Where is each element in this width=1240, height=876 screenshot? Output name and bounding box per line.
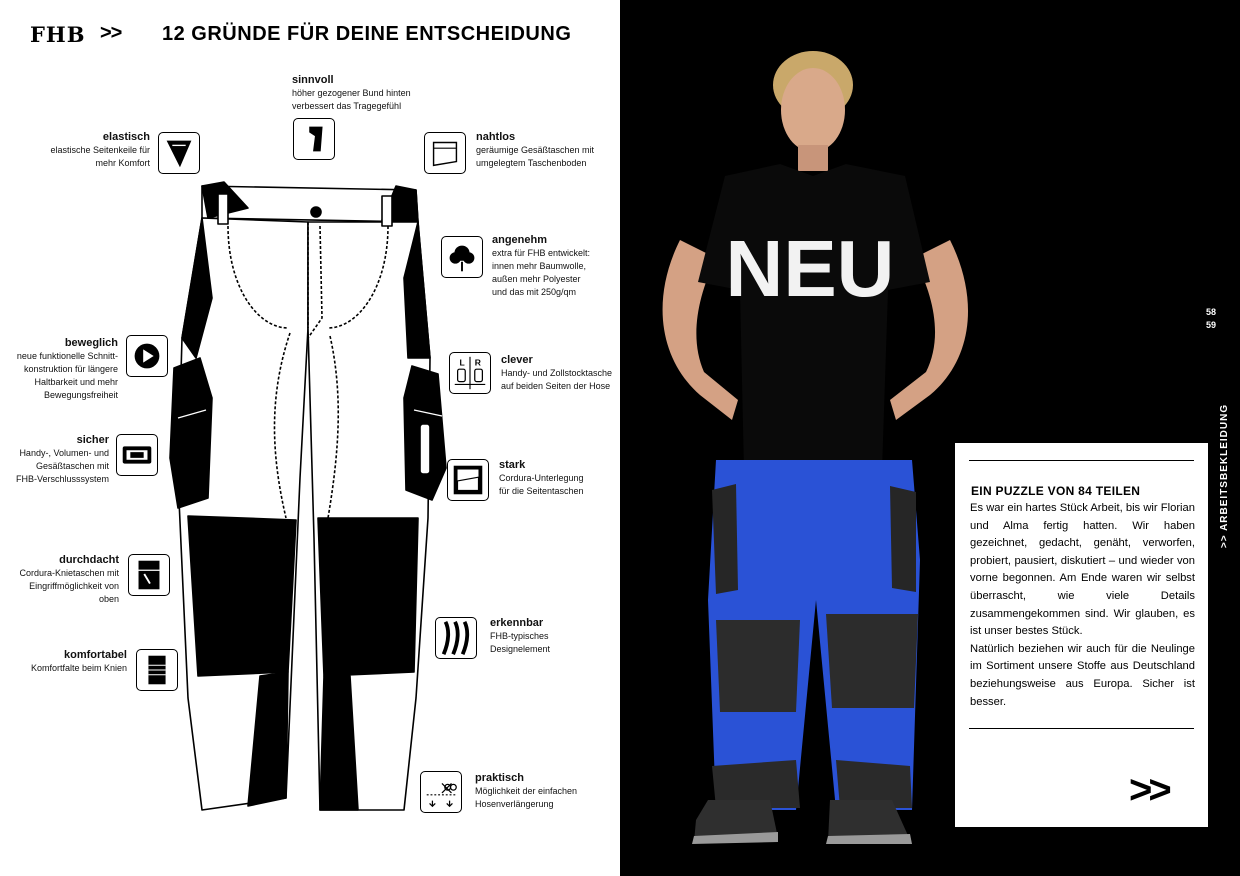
info-paragraph-1: Es war ein hartes Stück Arbeit, bis wir Florian und Alma fertig hatten. Wir haben gezeichnet, gedacht, genäht, verworfen, probiert, pausiert, diskutiert – und wieder von vorne begonnen. Am Ende waren wir selbst überrascht, wie viele Details zusammengekommen sind. Wir glauben, es ist unser bestes Stück. <box>970 502 1195 638</box>
trousers-illustration <box>168 178 448 820</box>
feature-nahtlos: nahtlos geräumige Gesäßtaschen mit umgelegtem Taschenboden <box>476 131 595 168</box>
feature-title: sinnvoll <box>292 74 334 86</box>
feature-sinnvoll: sinnvoll höher gezogener Bund hinten verbessert das Tragegefühl <box>292 74 411 111</box>
feature-praktisch: praktisch Möglichkeit der einfachen Hosenverlängerung <box>475 772 578 809</box>
knee-pocket-icon <box>128 554 170 596</box>
info-paragraph-2: Natürlich beziehen wir auch für die Neulinge im Sortiment unsere Stoffe aus Deutschland beziehungsweise aus Europa. Sicher ist besser. <box>970 642 1195 708</box>
seamless-pocket-icon <box>424 132 466 174</box>
feature-elastisch: elastisch elastische Seitenkeile für mehr Komfort <box>50 131 150 168</box>
waistband-icon <box>293 118 335 160</box>
feature-komfortabel: komfortabel Komfortfalte beim Knien <box>30 649 127 673</box>
feature-beweglich: beweglich neue funktionelle Schnitt- konstruktion für längere Haltbarkeit und mehr Bewegungsfreiheit <box>16 337 118 400</box>
divider-top <box>969 460 1194 461</box>
comfort-fold-icon <box>136 649 178 691</box>
scissors-icon <box>420 771 462 813</box>
feature-stark: stark Cordura-Unterlegung für die Seitentaschen <box>499 459 584 496</box>
info-heading: EIN PUZZLE VON 84 TEILEN <box>971 484 1141 498</box>
shirt-text: NEU <box>725 224 895 313</box>
page-title: 12 GRÜNDE FÜR DEINE ENTSCHEIDUNG <box>162 23 572 45</box>
left-label: L <box>459 357 465 368</box>
cordura-icon <box>447 459 489 501</box>
header-chevrons: >> <box>100 22 122 44</box>
feature-angenehm: angenehm extra für FHB entwickelt: innen mehr Baumwolle, außen mehr Polyester und das mit 250g/qm <box>492 234 591 297</box>
stretch-gusset-icon <box>158 132 200 174</box>
phone-pocket-icon <box>449 352 491 394</box>
feature-clever: clever Handy- und Zollstocktasche auf beiden Seiten der Hose <box>501 354 613 391</box>
feature-durchdacht: durchdacht Cordura-Knietaschen mit Eingriffmöglichkeit von oben <box>19 554 119 604</box>
page-numbers <box>1206 306 1216 332</box>
divider-bottom <box>969 728 1194 729</box>
info-box <box>955 443 1208 827</box>
feature-erkennbar: erkennbar FHB-typisches Designelement <box>490 617 551 654</box>
info-text <box>970 500 1195 711</box>
closure-icon <box>116 434 158 476</box>
right-label: R <box>474 357 481 368</box>
section-label: >> ARBEITSBEKLEIDUNG <box>1219 403 1230 548</box>
brand-logo: FHB <box>30 22 86 47</box>
next-chevrons-button[interactable]: >> <box>1129 768 1168 812</box>
page-number-left: 58 <box>1206 307 1217 317</box>
cotton-icon <box>441 236 483 278</box>
feature-sicher: sicher Handy-, Volumen- und Gesäßtaschen mit FHB-Verschlusssystem <box>15 434 109 484</box>
page-number-right: 59 <box>1206 320 1217 330</box>
play-icon <box>126 335 168 377</box>
design-stripe-icon <box>435 617 477 659</box>
